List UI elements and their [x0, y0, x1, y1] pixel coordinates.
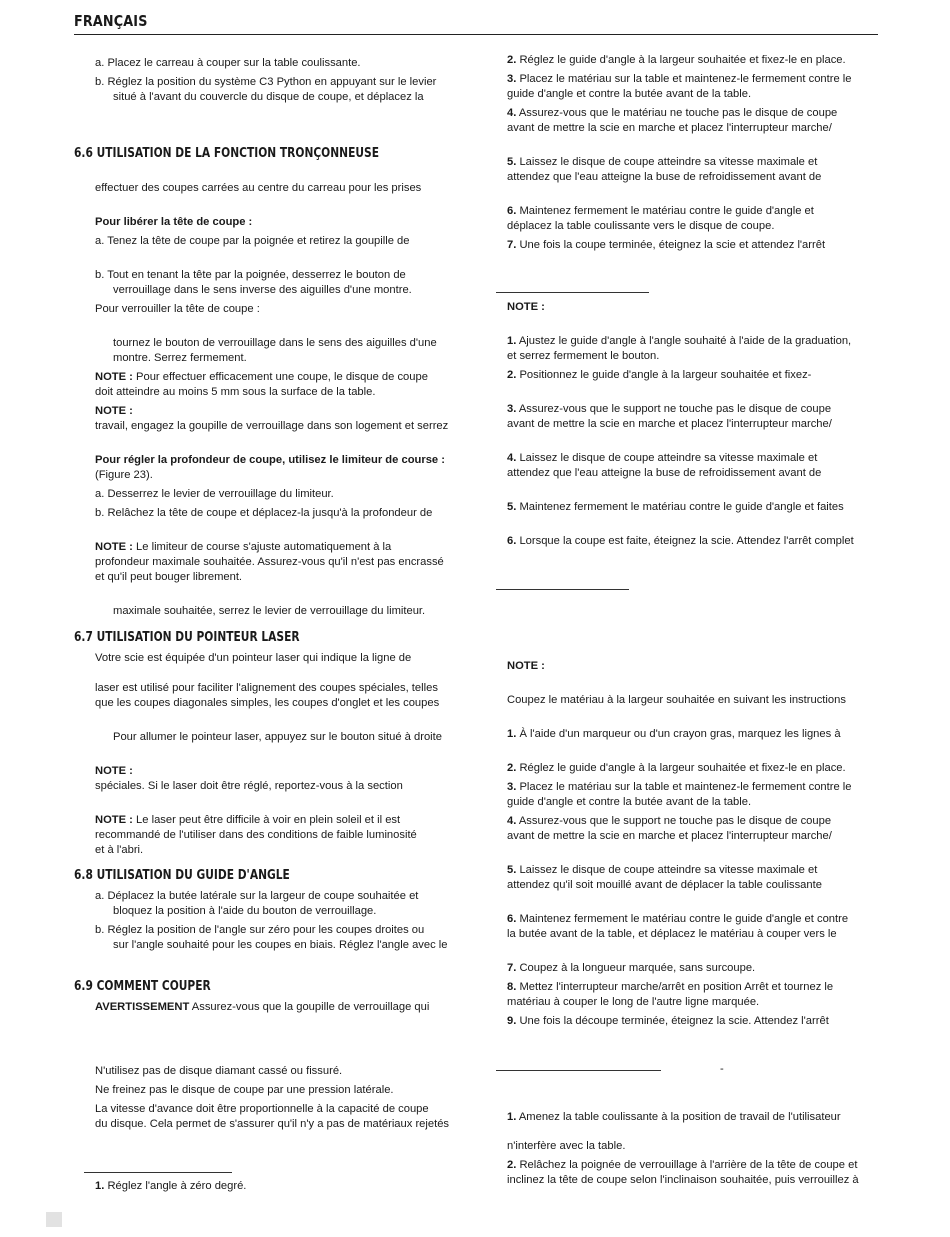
- angle-step-3: 3. Assurez-vous que le support ne touche pas le disque de coupe: [507, 403, 832, 415]
- intro-step-b-cont: situé à l'avant du couvercle du disque de coupe, et déplacez la: [113, 91, 424, 103]
- section-6-7-title: 6.7 UTILISATION DU POINTEUR LASER: [74, 630, 300, 645]
- rule-feed-speed: La vitesse d'avance doit être proportionnelle à la capacité de coupe: [95, 1103, 429, 1115]
- subsection-divider-1: [496, 292, 649, 293]
- laser-paragraph-2: laser est utilisé pour faciliter l'alignement des coupes spéciales, telles: [95, 682, 438, 694]
- figure-reference: (Figure 23).: [95, 469, 153, 481]
- straight-step-4-cont: avant de mettre la scie en marche et placez l'interrupteur marche/: [507, 122, 832, 134]
- diagonal-step-7: 7. Coupez à la longueur marquée, sans surcoupe.: [507, 962, 756, 974]
- note-laser-sunlight-cont2: et à l'abri.: [95, 844, 144, 856]
- straight-step-6-cont: déplacez la table coulissante vers le disque de coupe.: [507, 220, 775, 232]
- note-depth-stop-cont: profondeur maximale souhaitée. Assurez-vous qu'il n'est pas encrassé: [95, 556, 444, 568]
- angle-step-6: 6. Lorsque la coupe est faite, éteignez la scie. Attendez l'arrêt complet: [507, 535, 854, 547]
- laser-paragraph-1: Votre scie est équipée d'un pointeur laser qui indique la ligne de: [95, 652, 412, 664]
- warning-text: AVERTISSEMENT Assurez-vous que la goupille de verrouillage qui: [95, 1001, 430, 1013]
- lock-head-heading: Pour verrouiller la tête de coupe :: [95, 303, 260, 315]
- page-header: [74, 10, 878, 35]
- note-laser-sunlight: NOTE : Le laser peut être difficile à voir en plein soleil et il est: [95, 814, 401, 826]
- diagonal-step-8-cont: matériau à couper le long de l'autre ligne marquée.: [507, 996, 760, 1008]
- bevel-step-2: 2. Relâchez la poignée de verrouillage à l'arrière de la tête de coupe et: [507, 1159, 858, 1171]
- straight-step-5-cont: attendez que l'eau atteigne la buse de refroidissement avant de: [507, 171, 822, 183]
- note-depth-stop: NOTE : Le limiteur de course s'ajuste automatiquement à la: [95, 541, 392, 553]
- bevel-step-1: 1. Amenez la table coulissante à la position de travail de l'utilisateur: [507, 1111, 841, 1123]
- laser-paragraph-4: Pour allumer le pointeur laser, appuyez sur le bouton situé à droite: [113, 731, 442, 743]
- release-step-b: b. Tout en tenant la tête par la poignée, desserrez le bouton de: [95, 269, 406, 281]
- angle-step-5: 5. Maintenez fermement le matériau contre le guide d'angle et faites: [507, 501, 844, 513]
- subsection-divider-3: [496, 1070, 661, 1071]
- section-6-8-title: 6.8 UTILISATION DU GUIDE D'ANGLE: [74, 868, 290, 883]
- diagonal-step-5: 5. Laissez le disque de coupe atteindre sa vitesse maximale et: [507, 864, 818, 876]
- note-laser-sunlight-cont: recommandé de l'utiliser dans des conditions de faible luminosité: [95, 829, 417, 841]
- guide-step-a: a. Déplacez la butée latérale sur la largeur de coupe souhaitée et: [95, 890, 419, 902]
- note-diagonal-label: NOTE :: [507, 660, 545, 672]
- heading-dash: -: [720, 1063, 724, 1075]
- diagonal-step-6: 6. Maintenez fermement le matériau contre le guide d'angle et contre: [507, 913, 849, 925]
- guide-step-a-cont: bloquez la position à l'aide du bouton de verrouillage.: [113, 905, 377, 917]
- footnote: 1. Réglez l'angle à zéro degré.: [95, 1180, 247, 1192]
- straight-step-6: 6. Maintenez fermement le matériau contre le guide d'angle et: [507, 205, 814, 217]
- rule-feed-speed-cont: du disque. Cela permet de s'assurer qu'il n'y a pas de matériaux rejetés: [95, 1118, 450, 1130]
- angle-step-4: 4. Laissez le disque de coupe atteindre sa vitesse maximale et: [507, 452, 818, 464]
- straight-step-2: 2. Réglez le guide d'angle à la largeur souhaitée et fixez-le en place.: [507, 54, 846, 66]
- lock-head-text-cont: montre. Serrez fermement.: [113, 352, 247, 364]
- diagonal-step-5-cont: attendez qu'il soit mouillé avant de déplacer la table coulissante: [507, 879, 822, 891]
- footnote-divider: [84, 1172, 232, 1173]
- diagonal-intro: Coupez le matériau à la largeur souhaitée en suivant les instructions: [507, 694, 846, 706]
- diagonal-step-9: 9. Une fois la découpe terminée, éteignez la scie. Attendez l'arrêt: [507, 1015, 829, 1027]
- straight-step-5: 5. Laissez le disque de coupe atteindre sa vitesse maximale et: [507, 156, 818, 168]
- note-lock-pin-text: travail, engagez la goupille de verrouillage dans son logement et serrez: [95, 420, 449, 432]
- note-cut-depth-cont: doit atteindre au moins 5 mm sous la surface de la table.: [95, 386, 376, 398]
- release-step-a: a. Tenez la tête de coupe par la poignée et retirez la goupille de: [95, 235, 410, 247]
- note-laser-label: NOTE :: [95, 765, 133, 777]
- note-cut-depth: NOTE : Pour effectuer efficacement une coupe, le disque de coupe: [95, 371, 428, 383]
- depth-step-a: a. Desserrez le levier de verrouillage du limiteur.: [95, 488, 334, 500]
- depth-stop-heading: Pour régler la profondeur de coupe, utilisez le limiteur de course :: [95, 454, 445, 466]
- angle-step-1-cont: et serrez fermement le bouton.: [507, 350, 660, 362]
- language-title: FRANÇAIS: [74, 12, 148, 30]
- diagonal-step-6-cont: la butée avant de la table, et déplacez le matériau à couper vers le: [507, 928, 837, 940]
- diagonal-step-8: 8. Mettez l'interrupteur marche/arrêt en position Arrêt et tournez le: [507, 981, 834, 993]
- depth-step-b: b. Relâchez la tête de coupe et déplacez-la jusqu'à la profondeur de: [95, 507, 433, 519]
- straight-step-7: 7. Une fois la coupe terminée, éteignez la scie et attendez l'arrêt: [507, 239, 826, 251]
- release-step-b-cont: verrouillage dans le sens inverse des aiguilles d'une montre.: [113, 284, 412, 296]
- diagonal-step-4-cont: avant de mettre la scie en marche et placez l'interrupteur marche/: [507, 830, 832, 842]
- page-corner-marker: [46, 1212, 62, 1227]
- subsection-divider-2: [496, 589, 629, 590]
- section-6-6-title: 6.6 UTILISATION DE LA FONCTION TRONÇONNEUSE: [74, 146, 379, 161]
- bevel-step-2-cont: inclinez la tête de coupe selon l'inclinaison souhaitée, puis verrouillez à: [507, 1174, 859, 1186]
- laser-paragraph-3: que les coupes diagonales simples, les coupes d'onglet et les coupes: [95, 697, 440, 709]
- intro-step-a: a. Placez le carreau à couper sur la table coulissante.: [95, 57, 361, 69]
- rule-no-side-pressure: Ne freinez pas le disque de coupe par une pression latérale.: [95, 1084, 394, 1096]
- intro-step-b: b. Réglez la position du système C3 Python en appuyant sur le levier: [95, 76, 437, 88]
- note-depth-stop-cont2: et qu'il peut bouger librement.: [95, 571, 243, 583]
- bevel-step-1-cont: n'interfère avec la table.: [507, 1140, 626, 1152]
- rule-cracked-disc: N'utilisez pas de disque diamant cassé ou fissuré.: [95, 1065, 343, 1077]
- depth-step-end: maximale souhaitée, serrez le levier de verrouillage du limiteur.: [113, 605, 426, 617]
- note-lock-pin-label: NOTE :: [95, 405, 133, 417]
- diagonal-step-4: 4. Assurez-vous que le support ne touche pas le disque de coupe: [507, 815, 832, 827]
- angle-step-3-cont: avant de mettre la scie en marche et placez l'interrupteur marche/: [507, 418, 832, 430]
- release-head-heading: Pour libérer la tête de coupe :: [95, 216, 253, 228]
- diagonal-step-2: 2. Réglez le guide d'angle à la largeur souhaitée et fixez-le en place.: [507, 762, 846, 774]
- diagonal-step-3: 3. Placez le matériau sur la table et maintenez-le fermement contre le: [507, 781, 852, 793]
- diagonal-step-3-cont: guide d'angle et contre la butée avant de la table.: [507, 796, 752, 808]
- straight-step-4: 4. Assurez-vous que le matériau ne touche pas le disque de coupe: [507, 107, 838, 119]
- lock-head-text: tournez le bouton de verrouillage dans le sens des aiguilles d'une: [113, 337, 437, 349]
- angle-step-2: 2. Positionnez le guide d'angle à la largeur souhaitée et fixez-: [507, 369, 812, 381]
- section-6-9-title: 6.9 COMMENT COUPER: [74, 979, 211, 994]
- note-bevel-label: NOTE :: [507, 301, 545, 313]
- angle-step-1: 1. Ajustez le guide d'angle à l'angle souhaité à l'aide de la graduation,: [507, 335, 852, 347]
- straight-step-3: 3. Placez le matériau sur la table et maintenez-le fermement contre le: [507, 73, 852, 85]
- guide-step-b-cont: sur l'angle souhaité pour les coupes en biais. Réglez l'angle avec le: [113, 939, 448, 951]
- guide-step-b: b. Réglez la position de l'angle sur zéro pour les coupes droites ou: [95, 924, 425, 936]
- note-laser-text: spéciales. Si le laser doit être réglé, reportez-vous à la section: [95, 780, 403, 792]
- angle-step-4-cont: attendez que l'eau atteigne la buse de refroidissement avant de: [507, 467, 822, 479]
- s66-paragraph: effectuer des coupes carrées au centre du carreau pour les prises: [95, 182, 422, 194]
- straight-step-3-cont: guide d'angle et contre la butée avant de la table.: [507, 88, 752, 100]
- diagonal-step-1: 1. À l'aide d'un marqueur ou d'un crayon gras, marquez les lignes à: [507, 728, 841, 740]
